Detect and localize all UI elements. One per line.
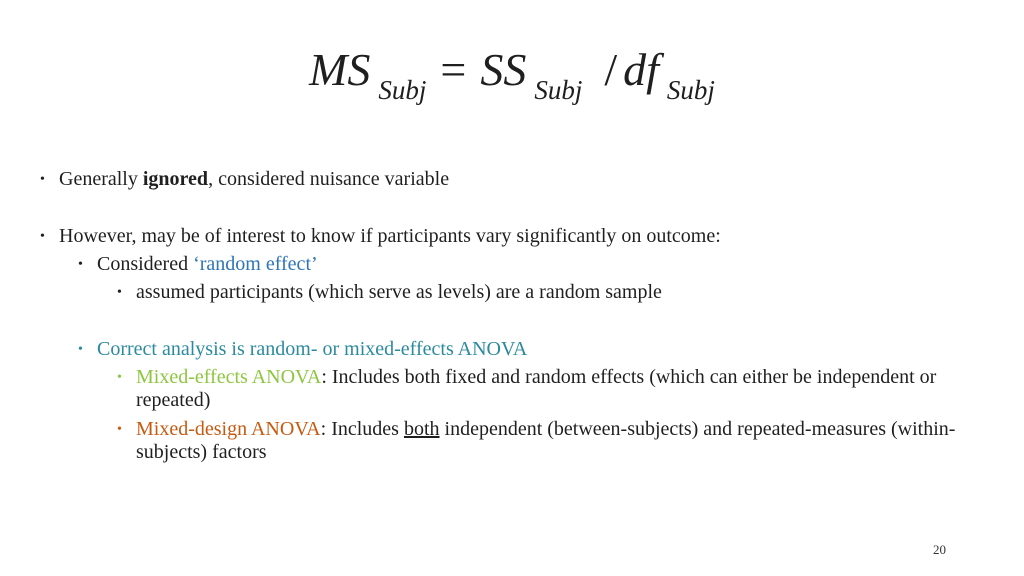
bullet-text: assumed participants (which serve as levels) are a random sample	[136, 281, 662, 303]
bullet-assumed	[117, 281, 960, 304]
bullet-dot-icon: •	[78, 342, 83, 357]
bullet-text: Correct analysis is random- or mixed-effects ANOVA	[97, 338, 528, 360]
page-number: 20	[933, 542, 946, 557]
formula-slash: /	[604, 44, 618, 95]
bullet-highlight-random-effect: ‘random effect’	[193, 253, 318, 275]
bullet-highlight-mixed-design: Mixed-design ANOVA	[136, 418, 321, 440]
bullet-mixed-design	[117, 418, 960, 464]
bullet-mixed-effects	[117, 366, 960, 412]
bullet-text: : Includes	[320, 418, 404, 440]
bullet-text: However, may be of interest to know if participants vary significantly on outcome:	[59, 225, 721, 247]
bullet-underline-both: both	[403, 418, 440, 440]
bullet-highlight-mixed-effects: Mixed-effects ANOVA	[136, 366, 322, 388]
bullet-dot-icon: •	[40, 229, 45, 244]
bullet-text: , considered nuisance variable	[208, 168, 450, 190]
bullet-list	[40, 168, 960, 464]
bullet-text: Generally	[59, 168, 143, 190]
bullet-correct-analysis	[78, 338, 960, 361]
formula-title	[0, 40, 1024, 106]
bullet-dot-icon: •	[117, 370, 122, 385]
bullet-dot-icon: •	[78, 257, 83, 272]
bullet-however	[40, 225, 960, 248]
bullet-dot-icon: •	[117, 422, 122, 437]
bullet-text: Considered	[97, 253, 194, 275]
bullet-text: independent (between-subjects) and repeated-measures (within-subjects) factors	[136, 418, 956, 463]
formula-equals: =	[440, 44, 467, 95]
formula-ss-subscript: Subj	[534, 75, 583, 105]
bullet-text: : Includes both fixed and random effects (which can either be independent or repeated)	[136, 366, 937, 411]
bullet-bold-text: ignored	[142, 168, 209, 190]
bullet-considered	[78, 253, 960, 276]
formula-ms: MS	[309, 44, 371, 95]
formula-ms-subscript: Subj	[378, 75, 427, 105]
bullet-dot-icon: •	[40, 172, 45, 187]
formula-df: df	[623, 44, 659, 95]
formula-ss: SS	[480, 44, 527, 95]
formula-df-subscript: Subj	[666, 75, 715, 105]
bullet-ignored	[40, 168, 960, 191]
bullet-dot-icon: •	[117, 285, 122, 300]
